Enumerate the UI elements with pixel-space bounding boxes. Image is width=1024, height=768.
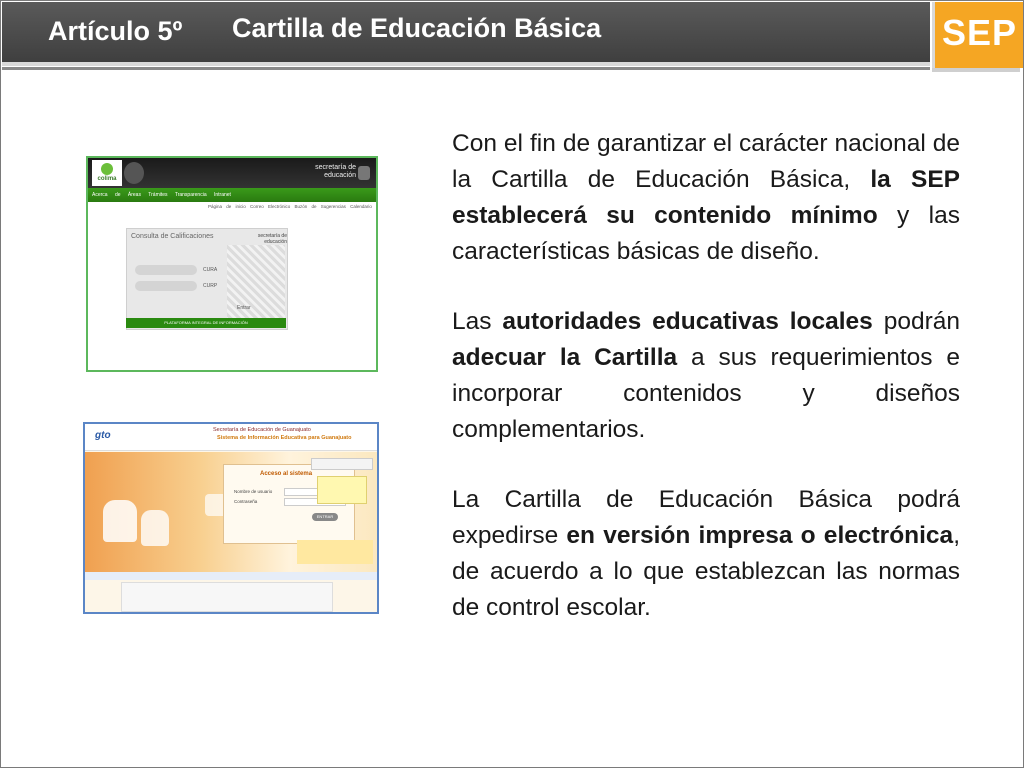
password-label: Contraseña — [234, 499, 258, 504]
text-run-bold: la SEP establecerá su contenido mínimo — [452, 166, 961, 229]
curp-field — [135, 281, 197, 291]
info-note — [297, 540, 373, 564]
text-run-bold: adecuar la Cartilla — [452, 344, 678, 371]
login-button: ENTRAR — [312, 513, 338, 521]
article-label: Artículo 5º — [48, 16, 183, 46]
text-run-bold: en versión impresa o electrónica — [566, 522, 954, 549]
text-run: , de acuerdo a lo que establezcan las normas de control escolar. — [452, 522, 960, 621]
colima-agency: secretaría de educación — [315, 164, 356, 179]
header-divider-dark — [2, 67, 930, 70]
text-run: Las — [452, 308, 503, 335]
text-run: Con el fin de garantizar el carácter nacional de la Cartilla de Educación Básica, — [452, 130, 960, 193]
slide-body — [452, 126, 960, 660]
sep-logo: SEP — [942, 12, 1018, 53]
panel-title: Consulta de Calificaciones — [131, 233, 214, 240]
cura-label: CURA — [203, 267, 218, 273]
user-label: Nombre de usuario — [234, 489, 273, 494]
text-run-bold: autoridades educativas locales — [502, 308, 873, 335]
colima-logo: colima — [92, 160, 122, 186]
agency-seal-icon — [358, 166, 370, 180]
gto-footer — [85, 572, 377, 580]
sep-logo-bar — [932, 68, 1020, 72]
text-run: podrán — [872, 308, 960, 335]
gto-subtitle: Sistema de Información Educativa para Guanajuato — [217, 435, 352, 441]
colima-subnav: Página de inicio Correo Electrónico Buzón de Sugerencias Calendario — [208, 204, 372, 209]
text-run: La Cartilla de Educación Básica podrá expedirse — [452, 486, 960, 549]
platform-bar: PLATAFORMA INTEGRAL DE INFORMACIÓN — [126, 318, 286, 328]
side-box — [311, 458, 373, 470]
text-run: y las características básicas de diseño. — [452, 202, 960, 265]
curp-label: CURP — [203, 283, 218, 289]
state-seal-icon — [124, 162, 144, 184]
slide-title: Cartilla de Educación Básica — [232, 13, 602, 43]
notice-box — [317, 476, 367, 504]
cura-field — [135, 265, 197, 275]
gto-logo: gto — [95, 430, 111, 441]
figure-icon — [103, 500, 137, 542]
text-run: a sus requerimientos e incorporar contenidos y diseños complementarios. — [452, 344, 961, 443]
colima-nav: Acerca de Áreas Trámites Transparencia Intranet — [88, 188, 376, 202]
paragraph — [452, 304, 960, 448]
grades-panel — [126, 228, 288, 330]
header-divider — [2, 62, 930, 66]
gto-title: Secretaría de Educación de Guanajuato — [213, 427, 311, 433]
screenshot-guanajuato — [83, 422, 379, 614]
paragraph — [452, 126, 960, 270]
panel-pattern — [227, 245, 285, 325]
message-box — [121, 582, 333, 612]
panel-logo: secretaría de educación — [257, 233, 287, 245]
paragraph — [452, 482, 960, 626]
login-title: Acceso al sistema — [260, 471, 313, 477]
screenshot-colima — [86, 156, 378, 372]
figure-icon — [141, 510, 169, 546]
enter-button: Entrar — [237, 305, 251, 311]
